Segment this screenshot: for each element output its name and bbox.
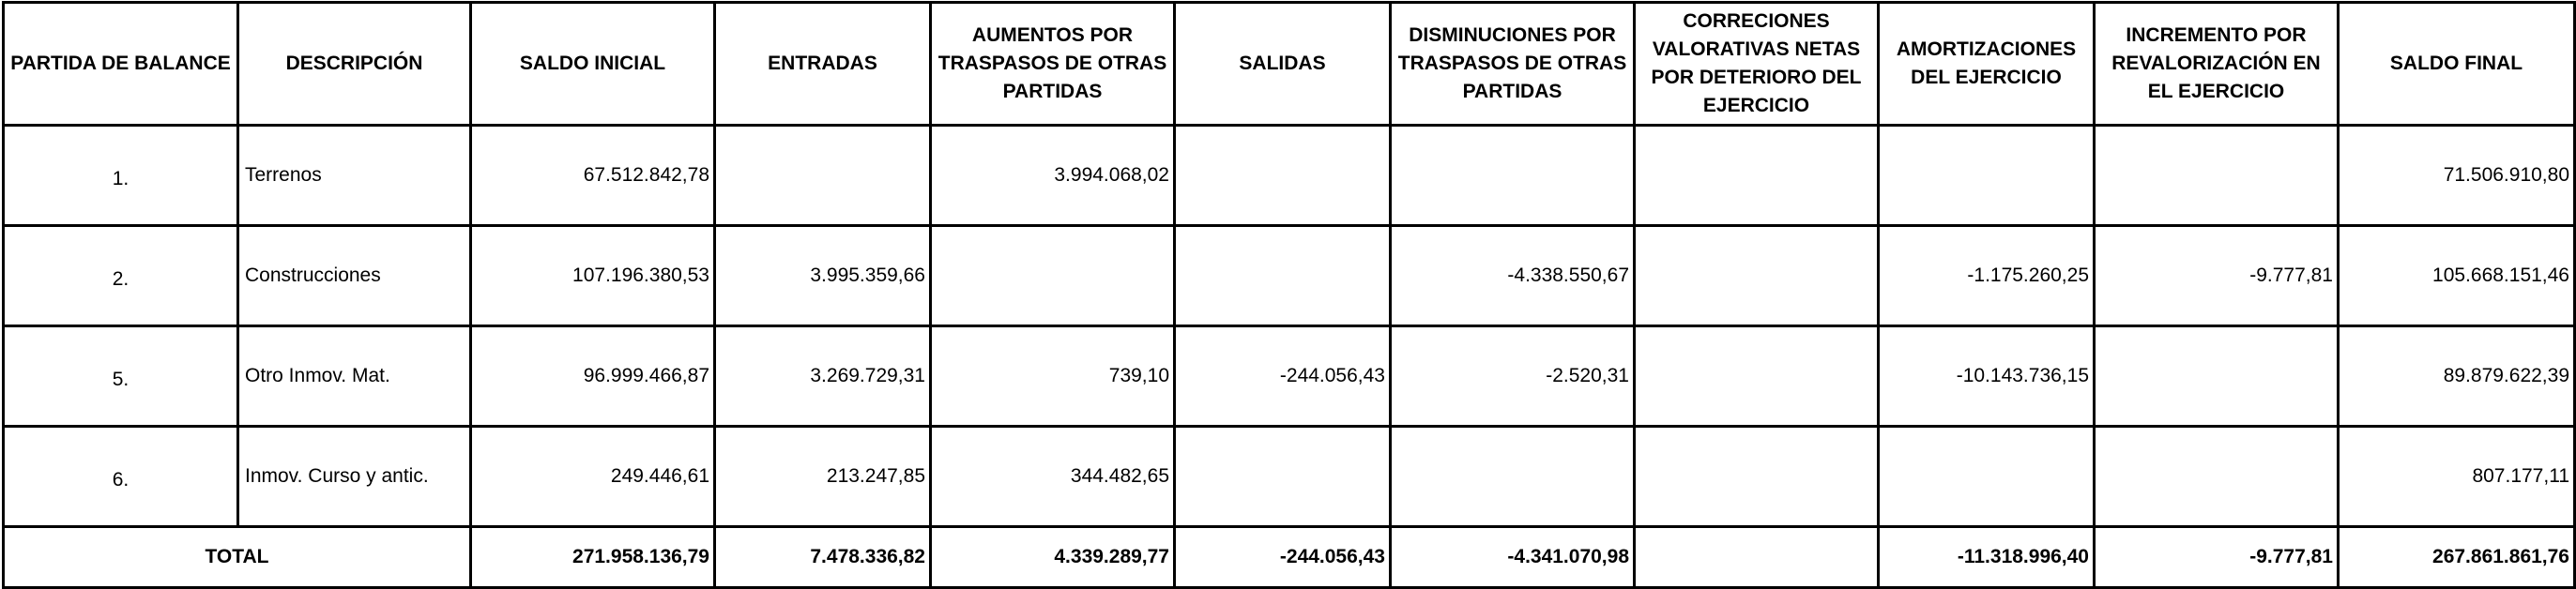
balance-movements-table	[2, 1, 2576, 589]
cell-aumentos-traspasos: 739,10	[931, 326, 1175, 427]
cell-partida: 1.	[4, 126, 238, 226]
cell-saldo-inicial: 67.512.842,78	[471, 126, 715, 226]
cell-disminuciones-traspasos	[1391, 427, 1635, 527]
cell-saldo-inicial: 96.999.466,87	[471, 326, 715, 427]
cell-entradas: 213.247,85	[715, 427, 931, 527]
table-row	[4, 427, 2575, 527]
cell-saldo-inicial: 249.446,61	[471, 427, 715, 527]
cell-saldo-final: 807.177,11	[2339, 427, 2575, 527]
cell-partida: 2.	[4, 226, 238, 326]
cell-disminuciones-traspasos: -2.520,31	[1391, 326, 1635, 427]
cell-descripcion: Terrenos	[238, 126, 471, 226]
cell-correcciones	[1635, 326, 1879, 427]
header-correcciones: CORRECIONES VALORATIVAS NETAS POR DETERIORO DEL EJERCICIO	[1635, 3, 1879, 126]
header-row	[4, 3, 2575, 126]
cell-incremento-revalorizacion	[2095, 326, 2339, 427]
header-aumentos-traspasos: AUMENTOS POR TRASPASOS DE OTRAS PARTIDAS	[931, 3, 1175, 126]
cell-entradas	[715, 126, 931, 226]
cell-saldo-final: 105.668.151,46	[2339, 226, 2575, 326]
table-row	[4, 126, 2575, 226]
total-entradas: 7.478.336,82	[715, 527, 931, 588]
cell-salidas: -244.056,43	[1175, 326, 1391, 427]
cell-saldo-final: 71.506.910,80	[2339, 126, 2575, 226]
header-disminuciones-traspasos: DISMINUCIONES POR TRASPASOS DE OTRAS PARTIDAS	[1391, 3, 1635, 126]
table-row	[4, 226, 2575, 326]
header-partida: PARTIDA DE BALANCE	[4, 3, 238, 126]
cell-correcciones	[1635, 226, 1879, 326]
cell-salidas	[1175, 126, 1391, 226]
cell-disminuciones-traspasos: -4.338.550,67	[1391, 226, 1635, 326]
total-label: TOTAL	[4, 527, 471, 588]
cell-saldo-final: 89.879.622,39	[2339, 326, 2575, 427]
total-aumentos-traspasos: 4.339.289,77	[931, 527, 1175, 588]
cell-aumentos-traspasos: 3.994.068,02	[931, 126, 1175, 226]
cell-incremento-revalorizacion	[2095, 427, 2339, 527]
total-salidas: -244.056,43	[1175, 527, 1391, 588]
header-saldo-final: SALDO FINAL	[2339, 3, 2575, 126]
cell-descripcion: Inmov. Curso y antic.	[238, 427, 471, 527]
total-correcciones	[1635, 527, 1879, 588]
cell-partida: 5.	[4, 326, 238, 427]
cell-amortizaciones: -10.143.736,15	[1879, 326, 2095, 427]
header-salidas: SALIDAS	[1175, 3, 1391, 126]
header-descripcion: DESCRIPCIÓN	[238, 3, 471, 126]
cell-correcciones	[1635, 427, 1879, 527]
header-amortizaciones: AMORTIZACIONES DEL EJERCICIO	[1879, 3, 2095, 126]
cell-incremento-revalorizacion: -9.777,81	[2095, 226, 2339, 326]
total-saldo-inicial: 271.958.136,79	[471, 527, 715, 588]
total-incremento-revalorizacion: -9.777,81	[2095, 527, 2339, 588]
cell-amortizaciones	[1879, 126, 2095, 226]
cell-partida: 6.	[4, 427, 238, 527]
table-row	[4, 326, 2575, 427]
cell-incremento-revalorizacion	[2095, 126, 2339, 226]
cell-entradas: 3.269.729,31	[715, 326, 931, 427]
cell-salidas	[1175, 226, 1391, 326]
total-disminuciones-traspasos: -4.341.070,98	[1391, 527, 1635, 588]
cell-disminuciones-traspasos	[1391, 126, 1635, 226]
cell-correcciones	[1635, 126, 1879, 226]
total-amortizaciones: -11.318.996,40	[1879, 527, 2095, 588]
cell-aumentos-traspasos: 344.482,65	[931, 427, 1175, 527]
cell-amortizaciones	[1879, 427, 2095, 527]
cell-entradas: 3.995.359,66	[715, 226, 931, 326]
cell-amortizaciones: -1.175.260,25	[1879, 226, 2095, 326]
total-saldo-final: 267.861.861,76	[2339, 527, 2575, 588]
cell-aumentos-traspasos	[931, 226, 1175, 326]
cell-saldo-inicial: 107.196.380,53	[471, 226, 715, 326]
header-incremento-revalorizacion: INCREMENTO POR REVALORIZACIÓN EN EL EJERCICIO	[2095, 3, 2339, 126]
total-row	[4, 527, 2575, 588]
header-saldo-inicial: SALDO INICIAL	[471, 3, 715, 126]
cell-salidas	[1175, 427, 1391, 527]
header-entradas: ENTRADAS	[715, 3, 931, 126]
cell-descripcion: Construcciones	[238, 226, 471, 326]
cell-descripcion: Otro Inmov. Mat.	[238, 326, 471, 427]
